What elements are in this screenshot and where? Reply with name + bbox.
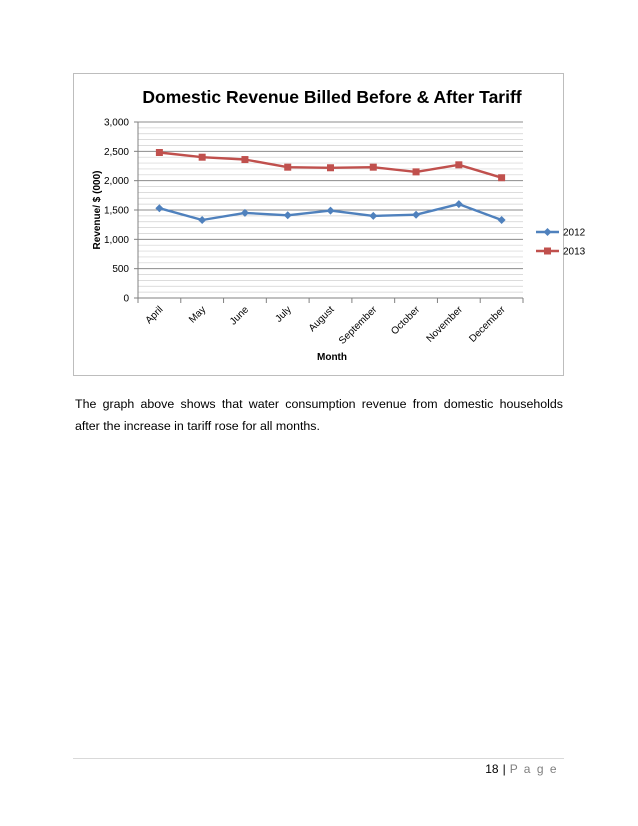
data-point-2013 <box>199 154 206 161</box>
chart-frame <box>73 73 586 376</box>
data-point-2013 <box>498 174 505 181</box>
y-tick-label: 2,000 <box>103 176 129 188</box>
x-tick-label: December <box>467 304 508 345</box>
data-point-2013 <box>241 156 248 163</box>
data-point-2012 <box>198 216 206 224</box>
data-point-2013 <box>455 161 462 168</box>
x-axis-title: Month <box>317 352 347 363</box>
page-number: 18 <box>485 762 499 776</box>
y-tick-label: 2,500 <box>103 146 129 158</box>
y-tick-label: 3,000 <box>103 117 129 129</box>
x-tick-label: May <box>187 304 209 326</box>
line-chart <box>74 74 586 377</box>
data-point-2012 <box>369 212 377 220</box>
data-point-2012 <box>327 207 335 215</box>
legend-marker-2013 <box>544 248 551 255</box>
caption-paragraph: The graph above shows that water consumption revenue from domestic households after the increase in tariff rose for all months. <box>75 397 563 433</box>
data-point-2013 <box>370 164 377 171</box>
chart-title: Domestic Revenue Billed Before & After Tariff <box>142 87 522 107</box>
page-footer <box>485 762 558 776</box>
footer-rule <box>73 758 564 759</box>
data-point-2012 <box>155 204 163 212</box>
x-tick-label: July <box>273 304 294 325</box>
y-axis-title: Revenue/ $ (000) <box>92 170 103 250</box>
footer-separator: | <box>502 762 506 776</box>
x-tick-label: November <box>424 304 465 345</box>
y-tick-label: 0 <box>123 293 129 305</box>
legend-label-2013: 2013 <box>563 246 586 258</box>
legend-label-2012: 2012 <box>563 227 586 239</box>
data-point-2013 <box>284 164 291 171</box>
x-tick-label: September <box>337 304 380 347</box>
y-tick-label: 1,000 <box>103 234 129 246</box>
x-tick-label: June <box>227 304 252 328</box>
data-point-2012 <box>284 211 292 219</box>
data-point-2012 <box>498 216 506 224</box>
data-point-2013 <box>156 149 163 156</box>
x-tick-label: April <box>143 304 166 327</box>
x-tick-label: October <box>389 304 423 338</box>
y-tick-label: 500 <box>112 264 129 276</box>
y-tick-label: 1,500 <box>103 205 129 217</box>
x-tick-label: August <box>306 304 337 335</box>
data-point-2012 <box>412 211 420 219</box>
data-point-2013 <box>413 168 420 175</box>
legend-marker-2012 <box>544 228 552 236</box>
data-point-2013 <box>327 164 334 171</box>
data-point-2012 <box>455 200 463 208</box>
page-label: P a g e <box>509 762 558 776</box>
